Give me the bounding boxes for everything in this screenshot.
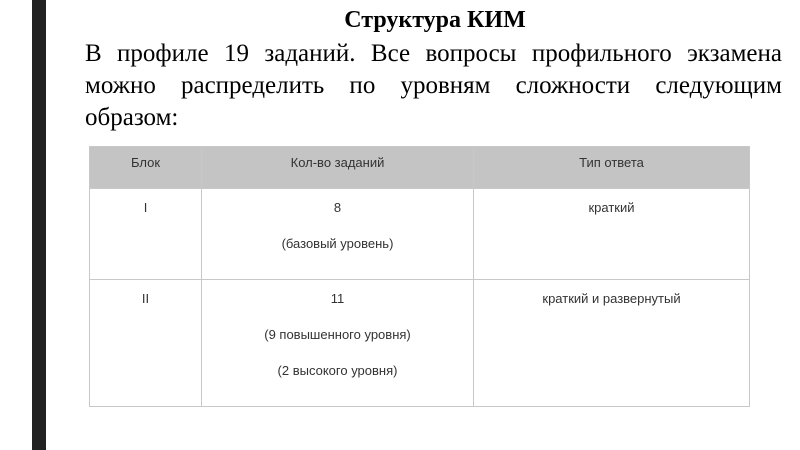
page-title: Структура КИМ (344, 7, 526, 33)
header-answer-type: Тип ответа (474, 147, 750, 189)
task-count-value: 11 (330, 291, 345, 306)
cell-block (90, 189, 202, 280)
cell-answer-type (474, 280, 750, 407)
task-count-note: (2 высокого уровня) (277, 363, 398, 378)
answer-type-value: краткий (588, 200, 635, 215)
left-accent-bar (32, 0, 46, 450)
header-block: Блок (90, 147, 202, 189)
cell-answer-type (474, 189, 750, 280)
kim-structure-table-container (89, 146, 749, 384)
task-count-note: (9 повышенного уровня) (264, 327, 411, 342)
cell-block (90, 280, 202, 407)
kim-structure-table (89, 146, 750, 407)
intro-paragraph: В профиле 19 заданий. Все вопросы профильного экзамена можно распределить по уровням сложности следующим образом: (85, 40, 782, 131)
table-header-row (90, 147, 750, 189)
table-row (90, 189, 750, 280)
table-row (90, 280, 750, 407)
cell-task-count (202, 189, 474, 280)
task-count-note: (базовый уровень) (281, 236, 394, 251)
cell-task-count (202, 280, 474, 407)
task-count-value: 8 (333, 200, 342, 215)
answer-type-value: краткий и развернутый (542, 291, 681, 306)
header-task-count: Кол-во заданий (202, 147, 474, 189)
block-number: I (143, 200, 148, 215)
block-number: II (141, 291, 150, 306)
